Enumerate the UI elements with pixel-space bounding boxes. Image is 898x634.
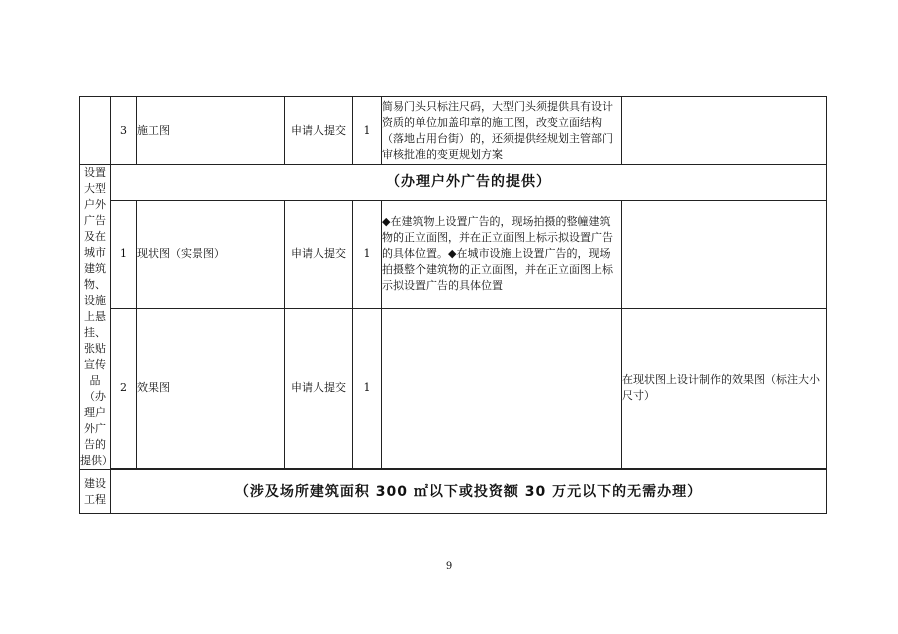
- table-row: [80, 308, 827, 468]
- row-index: 2: [111, 308, 137, 468]
- material-source: 申请人提交: [285, 308, 353, 468]
- row-index: 1: [111, 200, 137, 308]
- category-cell-empty: [80, 97, 111, 165]
- category-construction: 建设工程: [80, 470, 111, 514]
- material-description: 简易门头只标注尺码，大型门头须提供具有设计资质的单位加盖印章的施工图，改变立面结构（落地占用台街）的，还须提供经规划主管部门审核批准的变更规划方案: [382, 97, 622, 165]
- material-description: [382, 308, 622, 468]
- material-name: 效果图: [137, 308, 285, 468]
- material-name: 现状图（实景图）: [137, 200, 285, 308]
- material-copies: 1: [353, 97, 382, 165]
- material-description: ◆在建筑物上设置广告的，现场拍摄的整幢建筑物的正立面图，并在正立面图上标示拟设置广告的具体位置。◆在城市设施上设置广告的，现场拍摄整个建筑物的正立面图，并在正立面图上标示拟设置广告的具体位置: [382, 200, 622, 308]
- row-index: 3: [111, 97, 137, 165]
- materials-table: [79, 96, 827, 514]
- material-source: 申请人提交: [285, 97, 353, 165]
- page-number: 9: [445, 561, 453, 572]
- material-source: 申请人提交: [285, 200, 353, 308]
- table-row: [80, 200, 827, 308]
- section-header-row: [80, 470, 827, 514]
- table-row: [80, 97, 827, 165]
- material-name: 施工图: [137, 97, 285, 165]
- section-header-row: [80, 165, 827, 201]
- category-outdoor-ads: 设置大型户外广告及在城市建筑物、设施上悬挂、张贴宣传品（办理户外广告的提供）: [80, 165, 111, 470]
- section-header-outdoor: （办理户外广告的提供）: [111, 165, 827, 201]
- material-note: [622, 97, 827, 165]
- material-copies: 1: [353, 200, 382, 308]
- material-note: 在现状图上设计制作的效果图（标注大小尺寸）: [622, 308, 827, 468]
- section-header-construction: （涉及场所建筑面积 300 ㎡以下或投资额 30 万元以下的无需办理）: [111, 470, 827, 514]
- material-copies: 1: [353, 308, 382, 468]
- material-note: [622, 200, 827, 308]
